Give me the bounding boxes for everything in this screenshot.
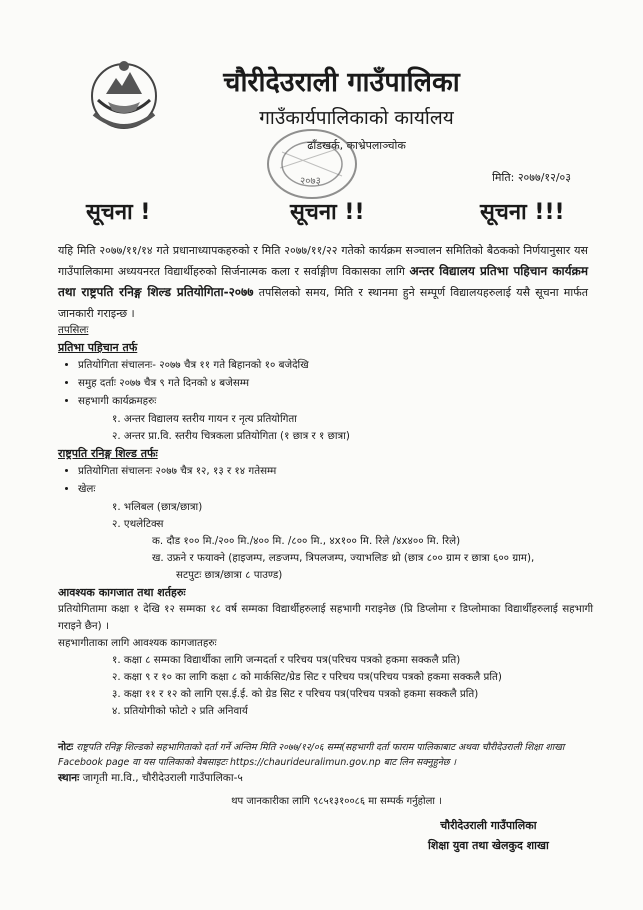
athletics-item: ख. उफ्रने र फयाक्ने (हाइजम्प, लङजम्प, त्रिपलजम्प, ज्याभलिङ थ्रो (छात्र ८०० ग्राम र छात्रा ६०० ग्राम),	[152, 552, 535, 564]
notice-title-2: सूचना !!	[290, 200, 365, 225]
talent-heading: प्रतिभा पहिचान तर्फ	[58, 341, 138, 354]
list-item: १. अन्तर विद्यालय स्तरीय गायन र नृत्य प्रतियोगिता	[112, 413, 297, 425]
talent-list	[58, 357, 593, 410]
list-item: • प्रतियोगिता संचालनः २०७७ चैत्र १२, १३ र १४ गतेसम्म	[78, 463, 593, 480]
shotput-item: सटपुटः छात्र/छात्रा ८ पाउण्ड)	[176, 569, 283, 581]
contact-line: थप जानकारीका लागि ९८५१३१००८६ मा सम्पर्क गर्नुहोला ।	[231, 796, 442, 807]
office-subtitle: गाउँकार्यपालिकाको कार्यालय	[259, 107, 454, 129]
office-name: चौरीदेउराली गाउँपालिका	[223, 67, 460, 98]
intro-program-name: अन्तर विद्यालय प्रतिभा पहिचान कार्यक्रम तथा राष्ट्रपति रनिङ्ग शिल्ड प्रतियोगिता-२०७७	[58, 264, 588, 299]
list-item: ४. प्रतियोगीको फोटो २ प्रति अनिवार्य	[112, 705, 248, 717]
venue-label: स्थानः	[58, 772, 80, 784]
list-item: १. कक्षा ८ सम्मका विद्यार्थीका लागि जन्मदर्ता र परिचय पत्र(परिचय पत्रको हकमा सक्कलै प्रति)	[112, 654, 461, 666]
shield-heading: राष्ट्रपति रनिङ्ग शिल्ड तर्फः	[58, 447, 158, 460]
list-item: • सहभागी कार्यक्रमहरुः	[78, 393, 593, 410]
list-item: २. अन्तर प्रा.वि. स्तरीय चित्रकला प्रतियोगिता (१ छात्र र १ छात्रा)	[112, 430, 350, 442]
note-text: राष्ट्रपति रनिङ्ग शिल्डको सहभागिताको दर्ता गर्ने अन्तिम मिति २०७७/१२/०६ सम्म(सहभागी दर्ता फाराम पालिकाबाट अथवा चौरीदेउराली शिक्षा शाखा Facebook page वा यस पालिकाको वेबसाइटः https://chaurideuralimun.gov.np बाट लिन सक्नुहुनेछ ।	[58, 742, 565, 768]
docs-heading: आवश्यक कागजात तथा शर्तहरुः	[58, 586, 186, 599]
notice-title-1: सूचना !	[86, 200, 151, 225]
signature-office: चौरीदेउराली गाउँपालिका	[440, 819, 537, 832]
list-item: २. कक्षा ९ र १० का लागि कक्षा ८ को मार्कसिट/ग्रेड सिट र परिचय पत्र(परिचय पत्रको हकमा सक्कलै प्रति)	[112, 671, 502, 683]
notice-details	[58, 322, 593, 720]
venue	[58, 771, 243, 785]
svg-text:२०७३: २०७३	[300, 176, 321, 187]
list-item: • समुह दर्ताः २०७७ चैत्र ९ गते दिनको ४ बजेसम्म	[78, 375, 593, 392]
intro-text-1: यहि मिति २०७७/११/१४ गते प्रधानाध्यापकहरुको र मिति २०७७/११/२२ गतेको कार्यक्रम सञ्चालन समितिको बैठकको निर्णयानुसार यस गाउँपालिकामा अध्ययनरत विद्यार्थीहरुको सिर्जनात्मक कला र सर्वाङ्गीण विकासका लागि	[58, 244, 588, 278]
registration-note	[58, 740, 598, 770]
list-item: २. एथलेटिक्स	[112, 518, 164, 530]
tapsil-label: तपसिलः	[58, 324, 89, 336]
note-label: नोटः	[58, 742, 74, 753]
signature-block	[428, 816, 549, 856]
notice-date: मिति: २०७७/१२/०३	[492, 171, 571, 184]
signature-section: शिक्षा युवा तथा खेलकुद शाखा	[428, 839, 549, 852]
games-list	[58, 499, 593, 533]
office-seal-stamp	[262, 124, 362, 202]
venue-value: जागृती मा.वि., चौरीदेउराली गाउँपालिका-५	[82, 772, 243, 784]
notice-title-3: सूचना !!!	[480, 200, 565, 225]
docs-list	[58, 652, 593, 720]
talent-programs	[58, 411, 593, 445]
intro-paragraph	[58, 240, 588, 324]
intro-text-2: तपसिलको समय, मिति र स्थानमा हुने सम्पूर्ण विद्यालयहरुलाई यसै सूचना मार्फत जानकारी गराइन्छ ।	[58, 286, 588, 320]
docs-subheading: सहभागीताका लागि आवश्यक कागजातहरुः	[58, 637, 217, 649]
shield-list	[58, 463, 593, 498]
eligibility-text: प्रतियोगितामा कक्षा १ देखि १२ सम्मका १८ वर्ष सम्मका विद्यार्थीहरुलाई सहभागी गराइनेछ (प्रि डिप्लोमा र डिप्लोमाका विद्यार्थीहरुलाई सहभागी गराइने छैन) ।	[58, 603, 593, 632]
athletics-item: क. दौड १०० मि./२०० मि./४०० मि. /८०० मि., ४x१०० मि. रिले /४x४०० मि. रिले)	[152, 535, 461, 547]
list-item: • प्रतियोगिता संचालनः- २०७७ चैत्र ११ गते बिहानको १० बजेदेखि	[78, 357, 593, 374]
list-item: • खेलः	[78, 481, 593, 498]
list-item: १. भलिबल (छात्र/छात्रा)	[112, 501, 203, 513]
list-item: ३. कक्षा ११ र १२ को लागि एस.ई.ई. को ग्रेड सिट र परिचय पत्र(परिचय पत्रको हकमा सक्कलै प्रति)	[112, 688, 479, 700]
office-address: ढाँडखर्क, काभ्रेपलाञ्चोक	[307, 139, 406, 152]
